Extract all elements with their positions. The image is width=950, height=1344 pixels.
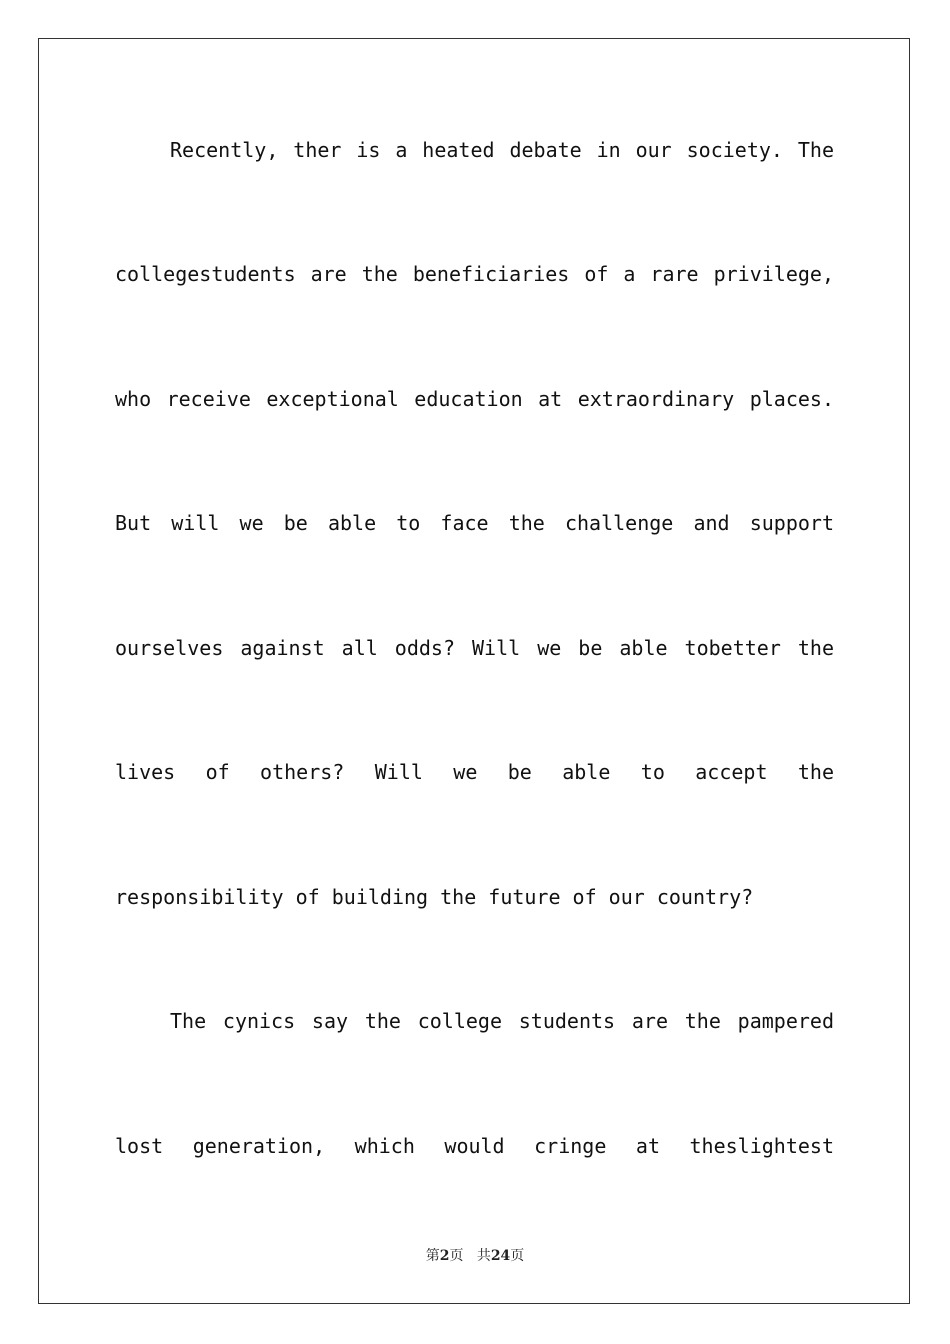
total-pages: 24	[490, 1248, 511, 1264]
total-prefix: 共	[476, 1248, 491, 1264]
paragraph-line-7: responsibility of building the future of our country?	[115, 885, 754, 909]
total-suffix: 页	[510, 1248, 525, 1264]
paragraph-line-2: collegestudents are the beneficiaries of a rare privilege,	[115, 262, 834, 286]
page-number: 2	[439, 1248, 450, 1264]
paragraph-line-3: who receive exceptional education at extraordinary places.	[115, 387, 834, 411]
page-suffix: 页	[449, 1248, 464, 1264]
paragraph-line-5: ourselves against all odds? Will we be able tobetter the	[115, 636, 834, 660]
paragraph-line-6: lives of others? Will we be able to accept the	[115, 760, 834, 784]
paragraph-line-9: lost generation, which would cringe at theslightest	[115, 1134, 834, 1158]
page-prefix: 第	[425, 1248, 440, 1264]
paragraph-line-8: The cynics say the college students are the pampered	[170, 1009, 834, 1033]
paragraph-line-4: But will we be able to face the challenge and support	[115, 511, 834, 535]
page-footer	[0, 1246, 950, 1266]
paragraph-line-1: Recently, ther is a heated debate in our society. The	[170, 138, 834, 162]
page-frame	[38, 38, 910, 1304]
